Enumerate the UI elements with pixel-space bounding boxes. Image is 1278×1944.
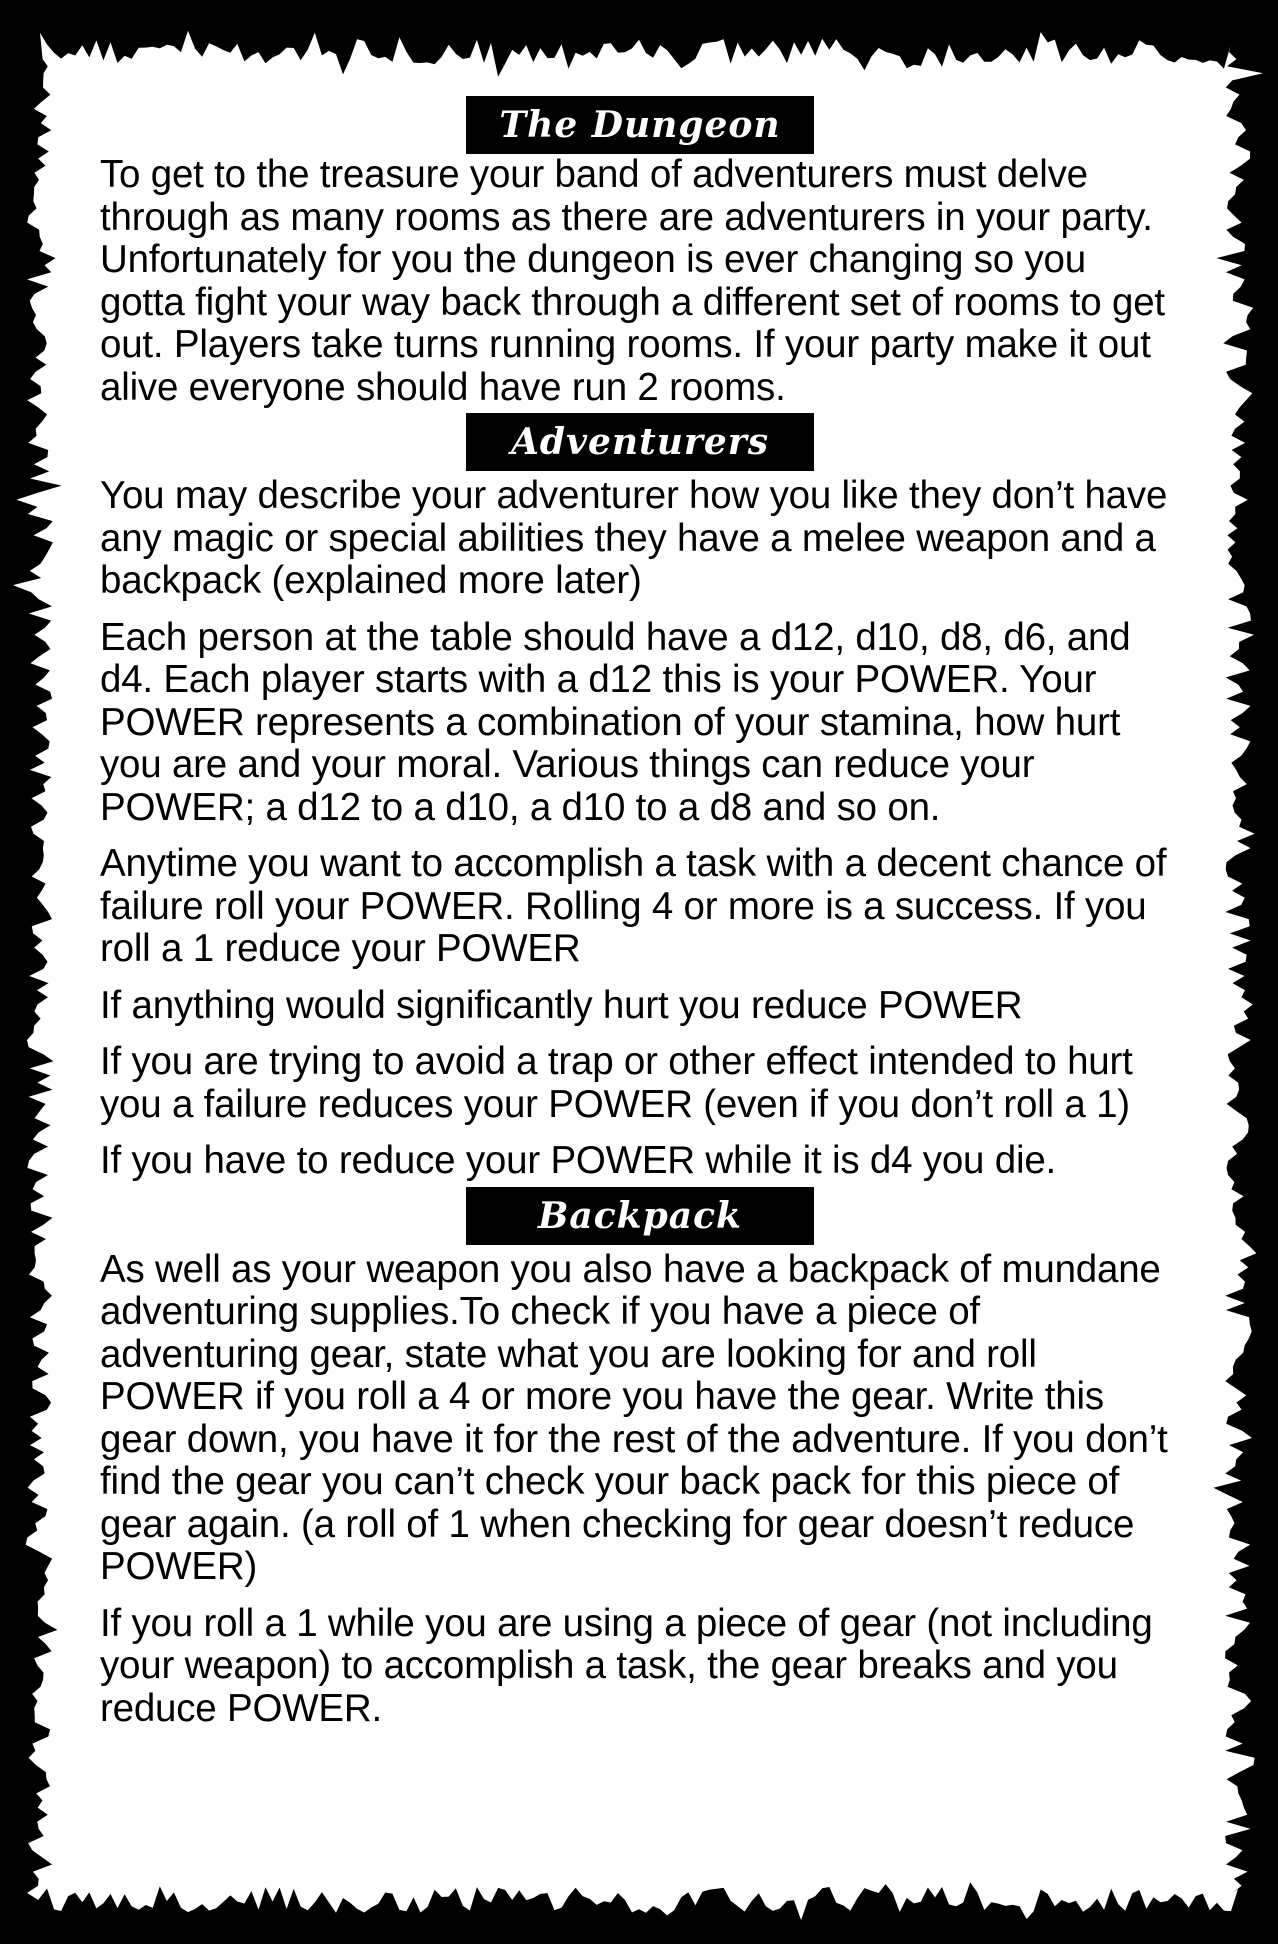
adventurers-paragraph-3: Anytime you want to accomplish a task with a decent chance of failure roll your POWER. Rolling 4 or more is a success. If you roll a 1 reduce your POWER [100, 842, 1167, 970]
adventurers-section [100, 413, 1180, 471]
adventurers-paragraph-6: If you have to reduce your POWER while it is d4 you die. [100, 1139, 1057, 1182]
adventurers-paragraph-4: If anything would significantly hurt you reduce POWER [100, 983, 1023, 1027]
rules-page [100, 96, 1180, 1876]
section-heading-dungeon: The Dungeon [466, 96, 814, 154]
section-heading-adventurers: Adventurers [466, 413, 814, 471]
section-heading-backpack: Backpack [466, 1187, 814, 1245]
backpack-paragraph-1: As well as your weapon you also have a backpack of mundane adventuring supplies.To check if you have a piece of adventuring gear, state what you are looking for and roll POWER if you roll a 4 or more you have the gear. Write this gear down, you have it for the rest of the adventure. If you don’t find the gear you can’t check your back pack for this piece of gear again. (a roll of 1 when checking for gear doesn’t reduce POWER) [100, 1247, 1168, 1588]
adventurers-paragraph-2: Each person at the table should have a d12, d10, d8, d6, and d4. Each player starts with a d12 this is your POWER. Your POWER represents a combination of your stamina, how hurt you are and your moral. Various things can reduce your POWER; a d12 to a d10, a d10 to a d8 and so on. [100, 615, 1131, 829]
backpack-section [100, 1187, 1180, 1245]
dungeon-paragraph: To get to the treasure your band of adventurers must delve through as many rooms as there are adventurers in your party. Unfortunately for you the dungeon is ever changing so you gotta fight your way back through a different set of rooms to get out. Players take turns running rooms. If your party make it out alive everyone should have run 2 rooms. [100, 153, 1165, 409]
dungeon-section [100, 96, 1180, 154]
adventurers-paragraph-1: You may describe your adventurer how you like they don’t have any magic or special abilities they have a melee weapon and a backpack (explained more later) [100, 474, 1168, 602]
backpack-paragraph-2: If you roll a 1 while you are using a piece of gear (not including your weapon) to accomplish a task, the gear breaks and you reduce POWER. [100, 1601, 1153, 1730]
adventurers-paragraph-5: If you are trying to avoid a trap or other effect intended to hurt you a failure reduces your POWER (even if you don’t roll a 1) [100, 1040, 1133, 1126]
